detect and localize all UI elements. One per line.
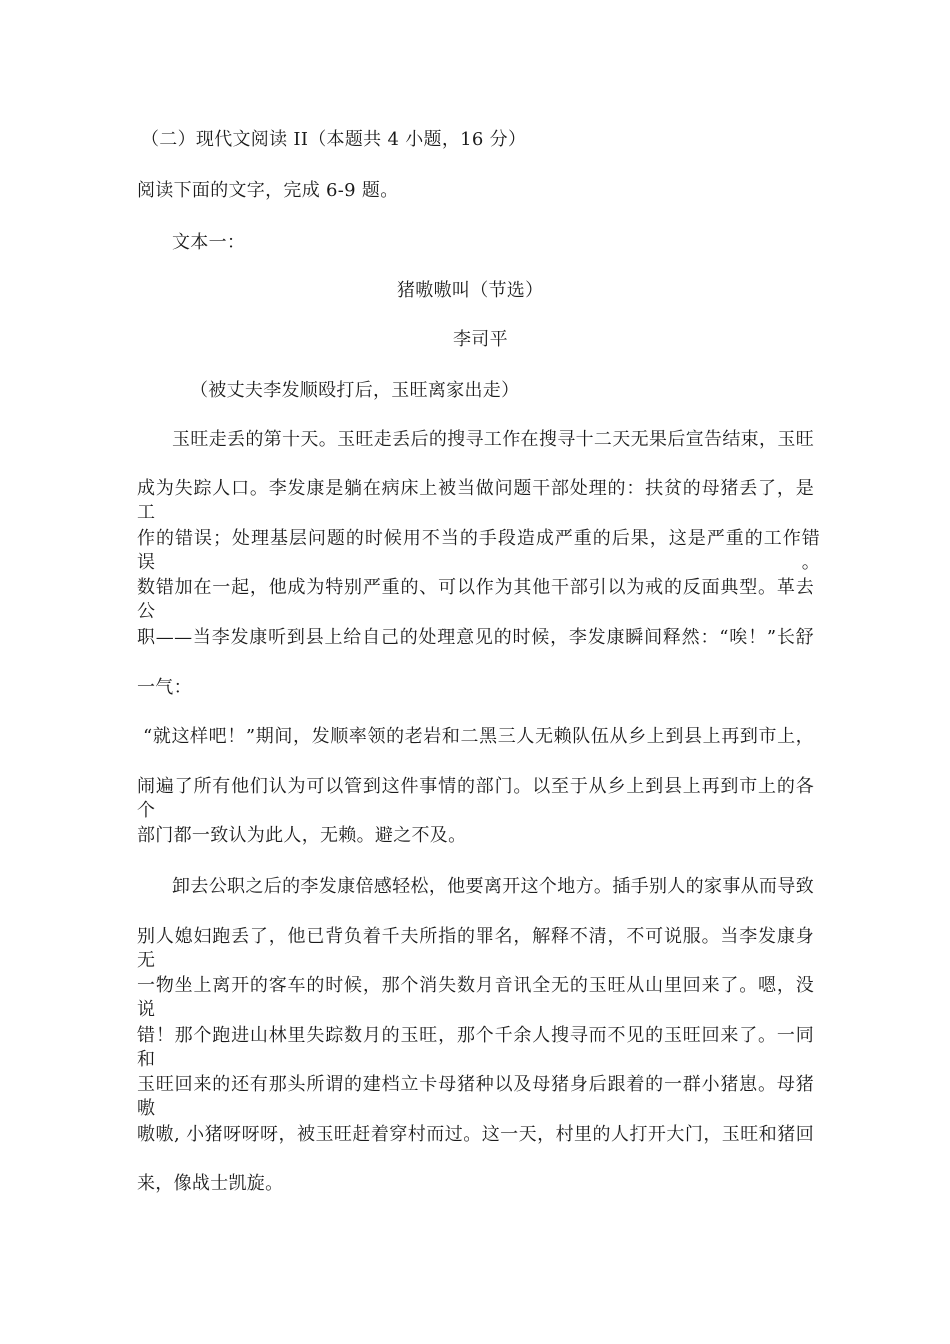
article-author: 李司平 bbox=[453, 329, 508, 350]
paragraph-line: 来，像战士凯旋。 bbox=[137, 1173, 284, 1194]
paragraph-line: 嗷嗷, 小猪呀呀呀，被玉旺赶着穿村而过。这一天，村里的人打开大门，玉旺和猪回 bbox=[137, 1124, 814, 1145]
paragraph-line: 玉旺走丢的第十天。玉旺走丢后的搜寻工作在搜寻十二天无果后宣告结束，玉旺 bbox=[172, 429, 814, 450]
paragraph-line: 数错加在一起，他成为特别严重的、可以作为其他干部引以为戒的反面典型。革去公 bbox=[137, 577, 814, 622]
paragraph-line: 错！那个跑进山林里失踪数月的玉旺，那个千余人搜寻而不见的玉旺回来了。一同和 bbox=[137, 1025, 814, 1070]
paragraph-line: 一气： bbox=[137, 677, 192, 698]
text-one-label: 文本一： bbox=[172, 232, 246, 253]
paragraph-line: 卸去公职之后的李发康倍感轻松，他要离开这个地方。插手别人的家事从而导致 bbox=[172, 876, 814, 897]
paragraph-line: 一物坐上离开的客车的时候，那个消失数月音讯全无的玉旺从山里回来了。嗯，没说 bbox=[137, 975, 814, 1020]
paragraph-line: 玉旺回来的还有那头所谓的建档立卡母猪种以及母猪身后跟着的一群小猪崽。母猪嗷 bbox=[137, 1074, 814, 1119]
section-heading: （二）现代文阅读 II（本题共 4 小题，16 分） bbox=[141, 129, 527, 150]
paragraph-line: 部门都一致认为此人，无赖。避之不及。 bbox=[137, 825, 467, 846]
paragraph-line: 职——当李发康听到县上给自己的处理意见的时候，李发康瞬间释然：“唉！”长舒 bbox=[137, 627, 814, 648]
paragraph-line: 作的错误；处理基层问题的时候用不当的手段造成严重的后果，这是严重的工作错误。 bbox=[137, 528, 820, 573]
paragraph-line: 闹遍了所有他们认为可以管到这件事情的部门。以至于从乡上到县上再到市上的各个 bbox=[137, 776, 814, 821]
instruction-text: 阅读下面的文字，完成 6-9 题。 bbox=[137, 180, 399, 201]
context-note: （被丈夫李发顺殴打后，玉旺离家出走） bbox=[190, 380, 520, 401]
article-title: 猪嗷嗷叫（节选） bbox=[397, 280, 544, 301]
paragraph-line: 成为失踪人口。李发康是躺在病床上被当做问题干部处理的：扶贫的母猪丢了，是工 bbox=[137, 478, 814, 523]
paragraph-line: 别人媳妇跑丢了，他已背负着千夫所指的罪名，解释不清，不可说服。当李发康身无 bbox=[137, 926, 814, 971]
paragraph-line: “就这样吧！”期间，发顺率领的老岩和二黑三人无赖队伍从乡上到县上再到市上， bbox=[143, 726, 814, 747]
